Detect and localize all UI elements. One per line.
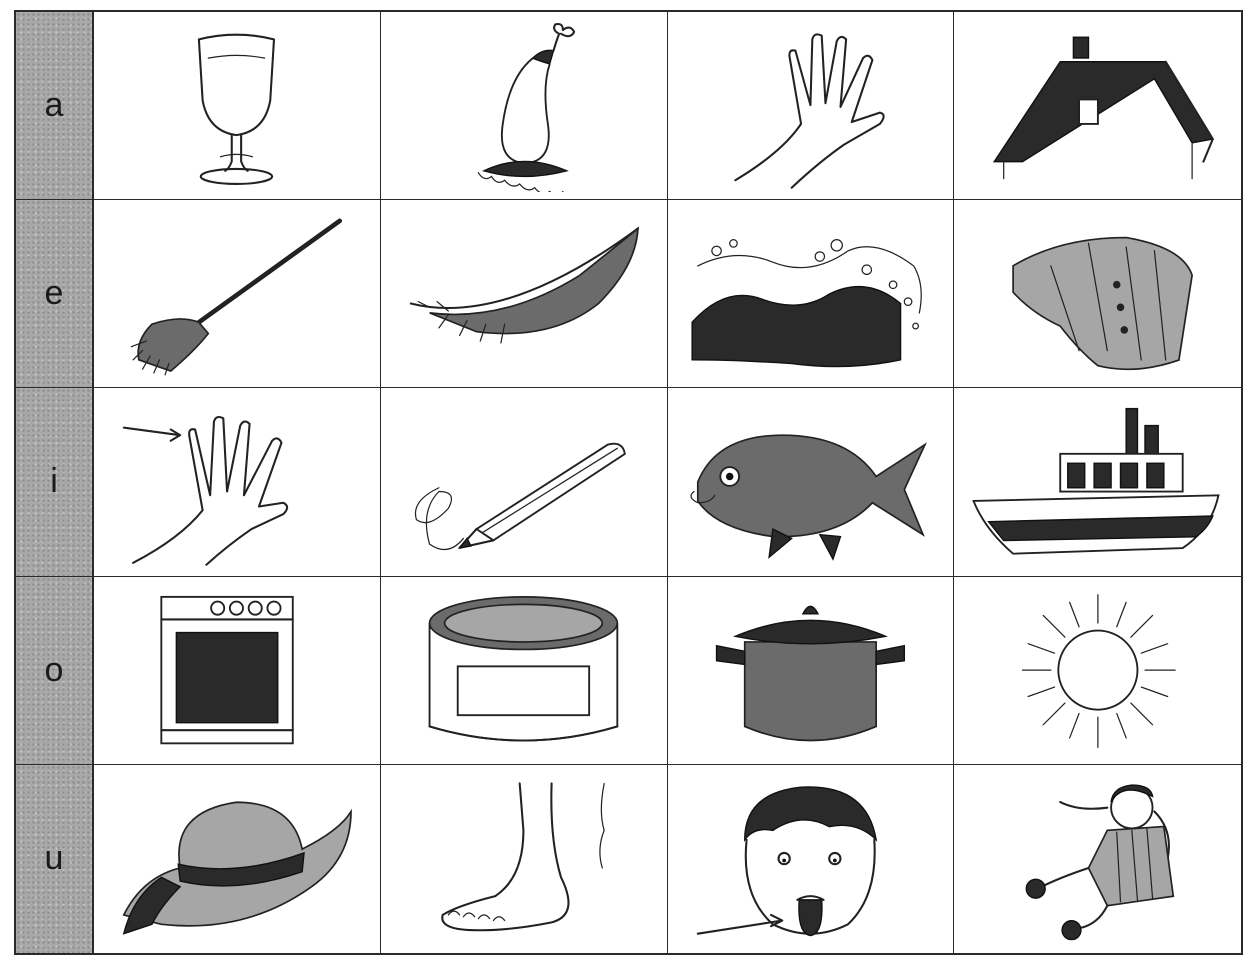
picture-cell: [954, 12, 1241, 200]
vowel-label: i: [50, 462, 58, 501]
picture-cell: [381, 765, 668, 953]
pencil-icon: [392, 396, 655, 568]
picture-cell: [668, 12, 955, 200]
vowel-cell-o: [16, 577, 94, 765]
jacket-icon: [966, 208, 1230, 380]
feather-icon: [392, 208, 655, 380]
picture-cell: [381, 200, 668, 388]
pot-icon: [679, 584, 942, 756]
vowel-picture-worksheet: [14, 10, 1243, 955]
vowel-cell-a: [16, 12, 94, 200]
picture-cell: [381, 577, 668, 765]
tin-can-icon: [392, 584, 655, 756]
picture-cell: [94, 12, 381, 200]
ship-icon: [966, 396, 1230, 568]
picture-cell: [954, 577, 1241, 765]
vowel-cell-i: [16, 388, 94, 576]
picture-cell: [954, 388, 1241, 576]
picture-cell: [668, 765, 955, 953]
hand-icon: [679, 19, 942, 191]
picture-cell: [668, 388, 955, 576]
oven-icon: [105, 584, 368, 756]
doll-icon: [966, 772, 1230, 945]
finger-icon: [105, 396, 368, 568]
picture-cell: [94, 765, 381, 953]
glass-icon: [105, 19, 368, 191]
picture-cell: [94, 577, 381, 765]
sun-icon: [966, 584, 1230, 756]
roof-icon: [966, 19, 1230, 191]
picture-cell: [94, 200, 381, 388]
vowel-label: e: [44, 274, 64, 313]
picture-cell: [954, 765, 1241, 953]
tongue-icon: [679, 772, 942, 945]
vowel-label: u: [44, 839, 64, 878]
wave-icon: [679, 208, 942, 380]
vowel-label: a: [44, 86, 64, 125]
vowel-label: o: [44, 650, 64, 689]
picture-cell: [94, 388, 381, 576]
picture-cell: [381, 388, 668, 576]
vowel-cell-e: [16, 200, 94, 388]
fish-icon: [679, 396, 942, 568]
picture-cell: [954, 200, 1241, 388]
foot-icon: [392, 772, 655, 945]
broom-icon: [105, 208, 368, 380]
picture-cell: [668, 200, 955, 388]
vase-icon: [392, 19, 655, 191]
vowel-cell-u: [16, 765, 94, 953]
picture-cell: [668, 577, 955, 765]
hat-icon: [105, 772, 368, 945]
picture-cell: [381, 12, 668, 200]
